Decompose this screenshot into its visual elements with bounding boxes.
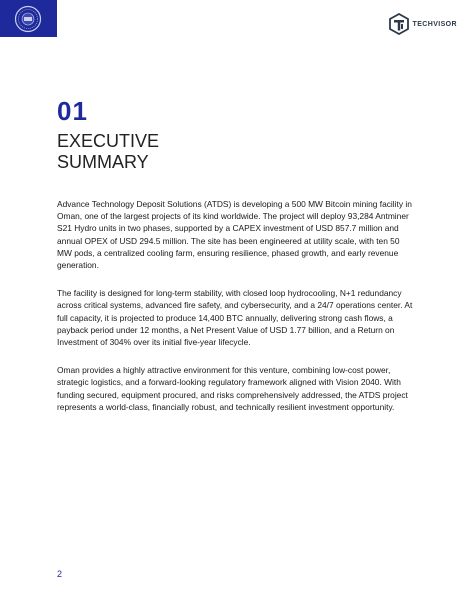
paragraph: Advance Technology Deposit Solutions (ATDS) is developing a 500 MW Bitcoin mining facility in Oman, one of the largest projects of its kind worldwide. The project will deploy 93,284 Antminer S21 Hydro units in two phases, supported by a CAPEX investment of USD 857.7 million and annual OPEX of USD 294.5 million. The site has been engineered at utility scale, with ten 50 MW pods, a centralized cooling farm, ensuring resilience, phased growth, and early revenue generation. [57,199,412,271]
section-number: 01 [57,96,88,126]
section-title-line-1: EXECUTIVE [57,131,160,151]
brand-name: TECHVISOR [412,20,457,28]
header-corner-block [0,0,57,37]
page-number: 2 [57,569,63,579]
paragraph: The facility is designed for long-term stability, with closed loop hydrocooling, N+1 redundancy across critical systems, advanced fire safety, and cybersecurity, and a 24/7 operations center. At full capacity, it is projected to produce 14,400 BTC annually, delivering strong cash flows, a payback period under 12 months, a Net Present Value of USD 1.77 billion, and a Return on Investment of 304% over its initial five-year lifecycle. [57,288,413,348]
body-text [57,198,413,429]
paragraph: Oman provides a highly attractive environment for this venture, combining low-cost power, strategic logistics, and a forward-looking regulatory framework aligned with Vision 2040. With funding secured, equipment procured, and risks comprehensively addressed, the ATDS project represents a world-class, financially robust, and technically resilient investment opportunity. [57,365,408,412]
section-title [57,131,257,173]
techvisor-logo-icon [388,13,410,35]
section-title-line-2: SUMMARY [57,152,149,172]
brand-logo [388,13,457,35]
org-seal-icon [14,5,42,33]
